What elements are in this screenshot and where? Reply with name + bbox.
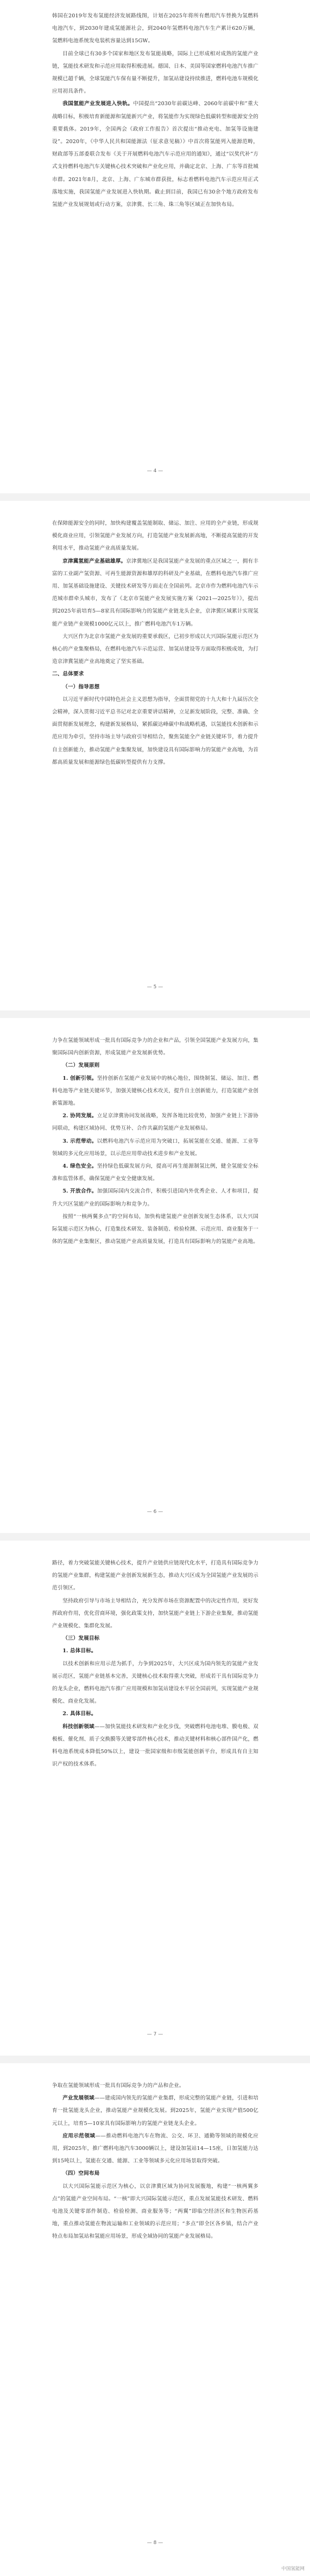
- heading-text: （二）发展原则: [62, 1062, 100, 1069]
- page-number: — 4 —: [147, 468, 163, 474]
- paragraph-lead: 京津冀氢能产业基础雄厚。: [62, 558, 126, 564]
- paragraph-lead: 应用示范领域: [62, 2133, 96, 2139]
- paragraph-lead: 1. 创新引领。: [62, 1075, 97, 1081]
- paragraph-text: 力争在氢能领域形成一批具有国际竞争力的企业和产品，引领全国氢能产业发展方向，集聚国际国内创新资源，形成氢能产业发展新优势。: [52, 1038, 259, 1057]
- paragraph-lead: 5. 开放合作。: [62, 1188, 97, 1195]
- page-number: — 5 —: [147, 984, 163, 990]
- heading-text: 二、总体要求: [52, 671, 84, 678]
- paragraph-text: 争取在氢能领域形成一批具有国际竞争力的产品和企业。: [52, 2083, 185, 2089]
- paragraph-text: 以燃料电池汽车示范应用为突破口，拓展氢能在交通、能源、工业等领域的多元化应用场景，以示范应用带动技术进步和产业发展。: [52, 1138, 259, 1157]
- body-paragraph: [52, 1721, 258, 1771]
- paragraph-text: 京津冀地区是我国氢能产业发展的重点区域之一，拥有丰富的工业副产氢资源、可再生能源资源和雄厚的科研及产业基础，在燃料电池汽车推广应用、加氢基础设施建设、关键技术研发等方面走在全国前列。北京市作为燃料电池汽车示范城市群牵头城市，发布了《北京市氢能产业发展实施方案（2021—2025年）》，提出到2025年前培育5—8家具有国际影响力的氢能产业链龙头企业，京津冀区域累计实现氢能产业链产业规模1000亿元以上，推广燃料电池汽车1万辆。: [52, 558, 259, 627]
- paragraph-lead: 2. 协同发展。: [62, 1113, 97, 1119]
- paragraph-text: 路径，着力突破氢能关键核心技术，提升产业链供应链现代化水平，打造具有国际竞争力的氢能产业集群，构建氢能产业创新发展新生态，推动大兴区成为全国氢能产业发展的示范引领区。: [52, 1560, 259, 1592]
- paragraph-lead: 3. 示范带动。: [62, 1138, 97, 1144]
- body-paragraph: [52, 98, 258, 211]
- body-paragraph: [52, 1185, 258, 1210]
- page-body: [52, 1034, 258, 1248]
- paragraph-text: 以技术创新和应用示范为抓手，力争到2025年，大兴区成为国内领先的氢能产业发展示范区，氢能产业链基本完善，关键核心技术取得重大突破，形成若干具有国际竞争力的龙头企业，燃料电池汽车推广应用规模和加氢站建设水平居全国前列，实现氢能产业规模化、商业化发展。: [52, 1660, 259, 1705]
- body-paragraph: [52, 2180, 258, 2243]
- paragraph-lead: 科技创新领域: [62, 1723, 94, 1730]
- paragraph-text: 目前全球已有30多个国家和地区发布氢能战略，国际上已形成相对成熟的氢能产业链，氢能技术研发和示范应用取得积极进展。德国、日本、美国等国家燃料电池汽车推广规模已超千辆，全球氢能汽车保有量不断提升，加氢站建设持续推进，燃料电池车规模化应用初具条件。: [52, 50, 259, 95]
- paragraph-lead: 4. 绿色安全。: [62, 1163, 97, 1170]
- paragraph-text: 中国提出“2030年前碳达峰、2060年前碳中和”重大战略目标，积极培育新能源和氢能新兴产业，将氢能作为实现绿色低碳转型和能源安全的重要载体。2019年，全国两会《政府工作报告》首次提出“推动充电、加氢等设施建设”。2020年，《中华人民共和国能源法（征求意见稿）》中首次将氢能列入能源范畴，财政部等五部委联合发布《关于开展燃料电池汽车示范应用的通知》，通过“以奖代补”方式支持燃料电池汽车关键核心技术突破和产业化应用，并确定北京、上海、广东等首批城市群。2021年8月，北京、上海、广东城市群获批，标志着燃料电池汽车示范应用正式落地实施，我国氢能产业发展进入快轨期。截止到目前，我国已有30余个地方政府发布氢能产业发展规划或行动方案，京津冀、长三角、珠三角等区域正在加快布局。: [52, 101, 259, 208]
- document-page-1: [0, 0, 310, 493]
- body-paragraph: [52, 1210, 258, 1248]
- body-paragraph: [52, 1034, 258, 1059]
- body-paragraph: [52, 693, 258, 769]
- paragraph-text: 以习近平新时代中国特色社会主义思想为指导，全面贯彻党的十九大和十九届历次全会精神，深入贯彻习近平总书记对北京重要讲话精神，立足新发展阶段，完整、准确、全面贯彻新发展理念，构建新发展格局，紧抓碳达峰碳中和战略机遇，以氢能技术创新和示范应用为牵引，坚持市场主导与政府引导相结合，聚焦氢能全产业链关键环节，着力提升自主创新能力，推动氢能产业集聚发展，加快建设具有国际影响力的氢能产业高地，为首都高质量发展和能源绿色低碳转型提供有力支撑。: [52, 696, 259, 765]
- page-number: — 6 —: [147, 1509, 163, 1515]
- body-paragraph: [52, 1072, 258, 1110]
- paragraph-text: ——建成国内领先的氢能产业集群，形成完整的氢能产业链，引进和培育一批氢能龙头企业，推动氢能产业规模化发展。到2025年，氢能产业实现产值500亿元以上，培育5—10家具有国际影响力的氢能产业链龙头企业。: [52, 2095, 258, 2127]
- heading-text: （三）发展目标: [62, 1635, 100, 1642]
- body-paragraph: [52, 1645, 258, 1657]
- paragraph-text: 立足京津冀协同发展战略，发挥各地比较优势，加强产业链上下游协同联动，构建区域协同、优势互补、合作共赢的氢能产业发展格局。: [52, 1113, 259, 1132]
- body-paragraph: [52, 1557, 258, 1595]
- paragraph-text: ——推动燃料电池汽车在物流、公交、环卫、通勤等领域的规模化应用，到2025年，推广燃料电池汽车3000辆以上，建设加氢站14—15座，日加氢能力达到15吨以上，氢能在交通、能源、工业等领域多元化应用场景取得突破。: [52, 2133, 258, 2165]
- body-paragraph: [52, 2130, 258, 2168]
- body-paragraph: [52, 48, 258, 98]
- page-body: [52, 2079, 258, 2243]
- section-heading: [52, 681, 258, 693]
- page-body: [52, 517, 258, 769]
- body-paragraph: [52, 1595, 258, 1633]
- body-paragraph: [52, 1110, 258, 1135]
- paragraph-text: 坚持政府引导与市场主导相结合，充分发挥市场在资源配置中的决定性作用，更好发挥政府作用，优化营商环境，强化政策支持，加快氢能产业链上下游企业集聚，推动氢能产业规模化、集群化发展。: [52, 1598, 259, 1630]
- page-separator: [0, 2056, 310, 2063]
- paragraph-lead: 我国氢能产业发展进入快轨。: [62, 101, 134, 107]
- section-heading: [52, 668, 258, 680]
- paragraph-text: 坚持绿色低碳发展方向，提高可再生能源制氢比例，健全氢能安全标准和监管体系，确保氢能产业安全健康发展。: [52, 1163, 259, 1182]
- document-page-2: [0, 501, 310, 1010]
- paragraph-lead: 2. 具体目标。: [62, 1711, 97, 1717]
- page-separator: [0, 493, 310, 501]
- body-paragraph: [52, 2079, 258, 2092]
- document-page-3: [0, 1018, 310, 1533]
- page-separator: [0, 1533, 310, 1541]
- body-paragraph: [52, 1135, 258, 1160]
- body-paragraph: [52, 1658, 258, 1708]
- section-heading: [52, 1059, 258, 1072]
- page-number: — 8 —: [147, 2540, 163, 2546]
- body-paragraph: [52, 517, 258, 555]
- heading-text: （四）空间布局: [62, 2171, 100, 2177]
- paragraph-text: 坚持创新在氢能产业发展中的核心地位，围绕制氢、储运、加注、燃料电池等产业链关键环节，加强关键核心技术攻关，提升自主创新能力，打造氢能产业创新策源地。: [52, 1075, 259, 1107]
- body-paragraph: [52, 555, 258, 630]
- paragraph-text: 大兴区作为北京市氢能产业发展的重要承载区，已初步形成以大兴国际氢能示范区为核心的产业集聚格局，在燃料电池汽车示范运营、加氢站建设等方面取得积极成效，为打造京津冀氢能产业高地奠定了坚实基础。: [52, 633, 259, 665]
- paragraph-text: 按照“一核两翼多点”的空间布局，加快构建氢能产业创新发展生态体系，以大兴国际氢能示范区为核心，打造集技术研发、装备制造、检验检测、示范应用、商业服务于一体的氢能产业集聚区，推动氢能产业高质量发展，打造具有国际影响力的氢能产业高地。: [52, 1213, 259, 1245]
- body-paragraph: [52, 630, 258, 668]
- page-number: — 7 —: [147, 2032, 163, 2037]
- paragraph-lead: 1. 总体目标。: [62, 1648, 97, 1654]
- section-heading: [52, 1632, 258, 1645]
- paragraph-text: 加强国际国内交流合作，积极引进国内外优秀企业、人才和项目，提升大兴区氢能产业的国际影响力和竞争力。: [52, 1188, 259, 1207]
- body-paragraph: [52, 10, 258, 48]
- page-separator: [0, 1010, 310, 1018]
- section-heading: [52, 2167, 258, 2180]
- body-paragraph: [52, 1160, 258, 1185]
- body-paragraph: [52, 1708, 258, 1720]
- document-page-4: [0, 1541, 310, 2056]
- paragraph-text: 在保障能源安全的同时，加快构建覆盖氢能制取、储运、加注、应用的全产业链，形成规模化商业应用，引领氢能产业发展方向，打造氢能产业发展新高地，不断提高氢能的开发利用水平，推动氢能产业高质量发展。: [52, 520, 259, 552]
- paragraph-lead: 产业发展领域: [62, 2095, 94, 2102]
- paragraph-text: 韩国在2019年发布氢能经济发展路线图，计划在2025年将所有燃用汽车替换为氢燃料电池汽车，到2030年建成氢能源社会，到2040年氢燃料电池汽车生产累计620万辆，氢燃料电池系统发电装机容量达到15GW。: [52, 13, 258, 44]
- heading-text: （一）指导思想: [62, 684, 100, 690]
- document-page-5: [0, 2063, 310, 2576]
- paragraph-text: ——加快氢能技术研发和产业化步伐，突破燃料电池电堆、膜电极、双极板、催化剂、质子交换膜等关键零部件核心技术，推动关键材料和核心部件国产化，燃料电池系统成本降低50%以上，建设一批国家级和市级氢能创新平台，形成具有自主知识产权的技术体系。: [52, 1723, 259, 1768]
- page-body: [52, 10, 258, 211]
- body-paragraph: [52, 2092, 258, 2130]
- watermark-text: 中国氢能网: [281, 2566, 305, 2572]
- page-body: [52, 1557, 258, 1770]
- paragraph-text: 以大兴国际氢能示范区为核心，以京津冀区域为协同发展腹地，构建“一核两翼多点”的氢能产业空间布局。“一核”即大兴国际氢能示范区，重点发展氢能技术研发、燃料电池及关键零部件制造、检验检测、商业服务等；“两翼”即临空经济区和生物医药基地，重点推动氢能在物流运输和工业领域的示范应用；“多点”即全区各乡镇，结合产业特点布局加氢站和氢能应用场景，形成全域协同的氢能产业发展格局。: [52, 2183, 258, 2240]
